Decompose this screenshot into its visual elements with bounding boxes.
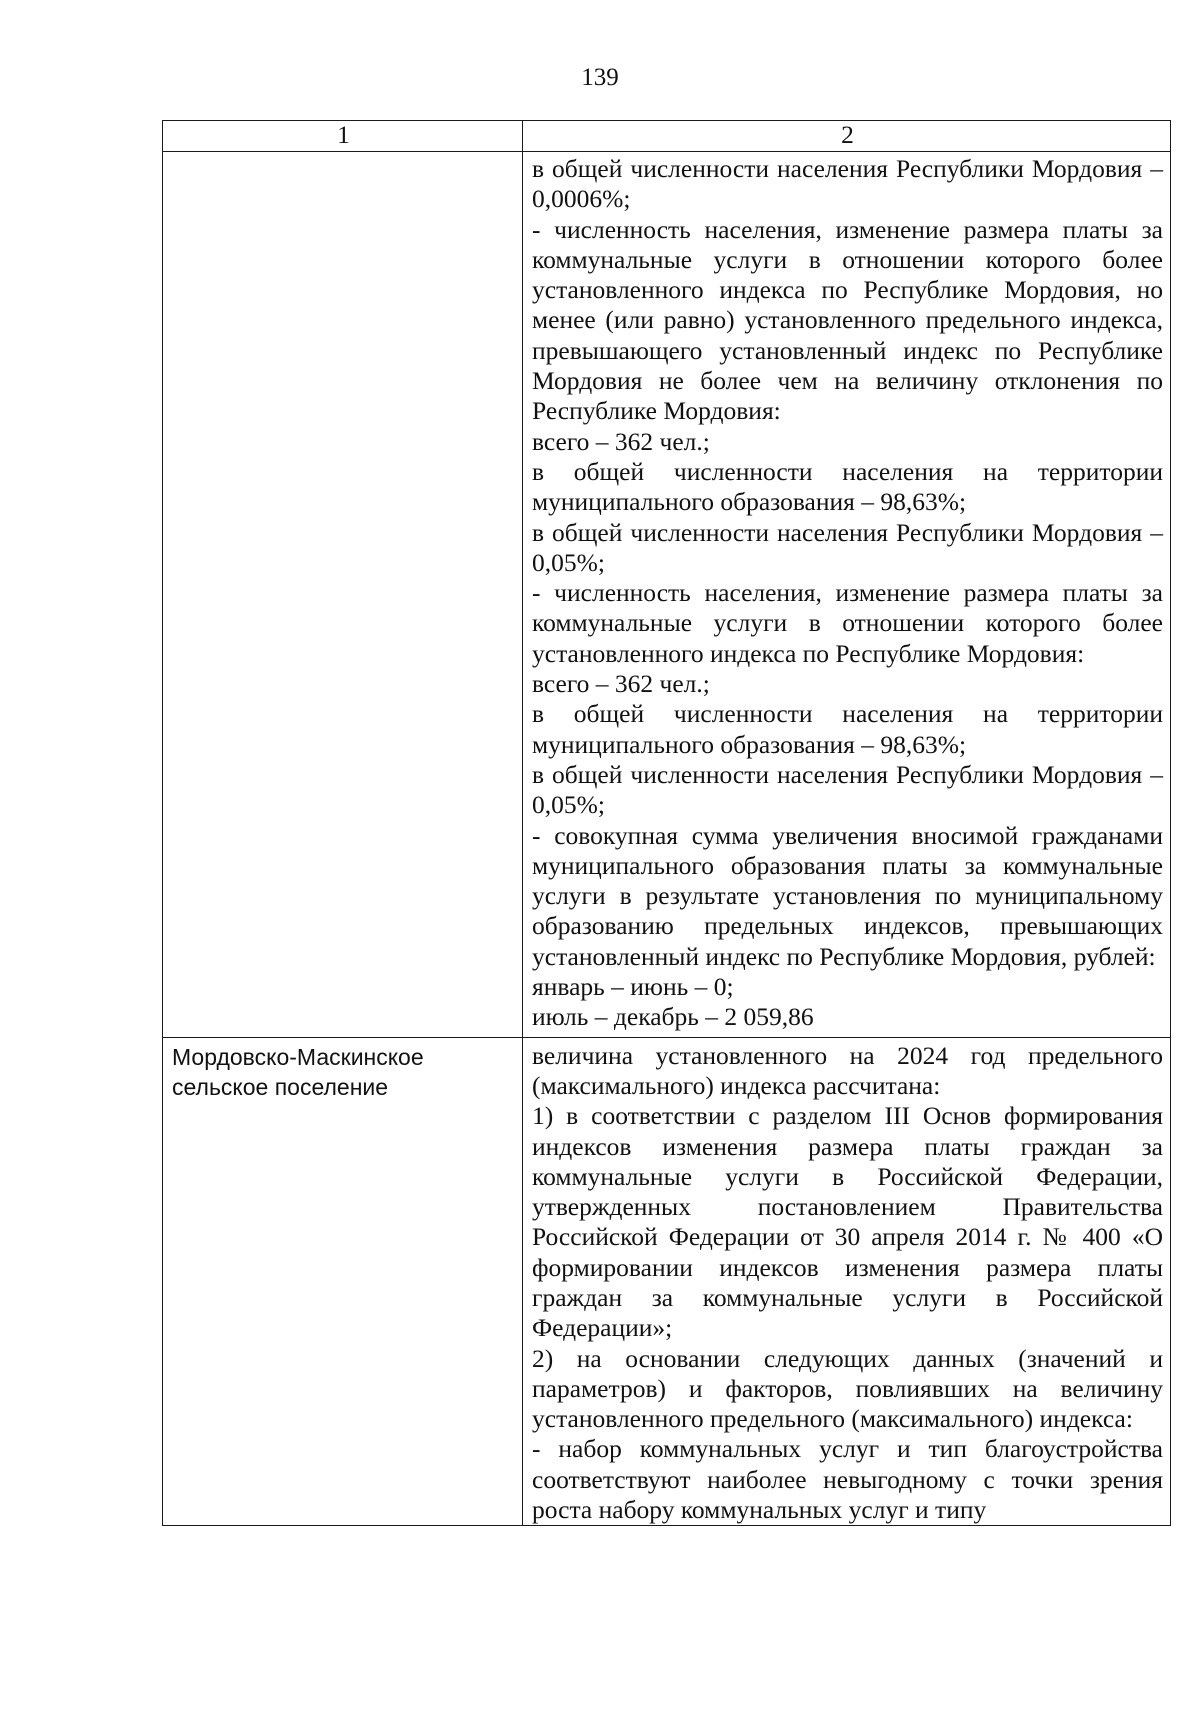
table-header-row [163, 121, 1171, 152]
text-line: всего – 362 чел.; [532, 426, 710, 456]
description-cell [523, 152, 1171, 1038]
municipality-cell [163, 1037, 523, 1526]
table-row [163, 152, 1171, 1038]
text-line: в общей численности населения Республики Мордовия – 0,05%; [532, 759, 1163, 820]
text-line: в общей численности населения на территории муниципального образования – 98,63%; [532, 699, 1163, 759]
text-line: январь – июнь – 0; [532, 972, 734, 1002]
text-line: 2) на основании следующих данных (значений и параметров) и факторов, повлиявших на величину установленного предельного (максимального) индекса: [532, 1343, 1163, 1434]
text-line: в общей численности населения на территории муниципального образования – 98,63%; [532, 456, 1163, 517]
column-header-2: 2 [523, 121, 1171, 152]
column-header-1: 1 [163, 121, 523, 152]
text-line: в общей численности населения Республики Мордовия – 0,0006%; [532, 154, 1163, 214]
text-line: - совокупная сумма увеличения вносимой гражданами муниципального образования платы за коммунальные услуги в результате установления по муниципальному образованию предельных индексов, превышающих установленный индекс по Республике Мордовия, рублей: [532, 820, 1163, 971]
text-line: - численность населения, изменение размера платы за коммунальные услуги в отношении которого более установленного индекса по Республике Мордовия: [532, 578, 1163, 668]
municipality-cell-empty [163, 152, 523, 1038]
text-line: 1) в соответствии с разделом III Основ формирования индексов изменения размера платы граждан за коммунальные услуги в Российской Федерации, утвержденных постановлением Правительства Российской Федерации от 30 апреля 2014 г. № 400 «О формировании индексов изменения размера платы граждан за коммунальные услуги в Российской Федерации»; [532, 1101, 1163, 1343]
page-number: 139 [581, 64, 619, 91]
municipality-name-line: Мордовско-Маскинское [172, 1043, 424, 1070]
text-line: - набор коммунальных услуг и тип благоустройства соответствуют наиболее невыгодному с точки зрения роста набору коммунальных услуг и типу [532, 1434, 1163, 1525]
municipality-name-line: сельское поселение [172, 1073, 389, 1100]
table-row [163, 1037, 1171, 1526]
document-table [162, 120, 1171, 1526]
text-line: величина установленного на 2024 год предельного (максимального) индекса рассчитана: [532, 1040, 1163, 1100]
text-line: июль – декабрь – 2 059,86 [532, 1002, 814, 1032]
text-line: всего – 362 чел.; [532, 669, 710, 699]
text-line: - численность населения, изменение размера платы за коммунальные услуги в отношении которого более установленного индекса по Республике Мордовия, но менее (или равно) установленного предельного индекса, превышающего установленный индекс по Республике Мордовия не более чем на величину отклонения по Республике Мордовия: [532, 214, 1163, 426]
text-line: в общей численности населения Республики Мордовия – 0,05%; [532, 517, 1163, 577]
description-cell [523, 1037, 1171, 1526]
